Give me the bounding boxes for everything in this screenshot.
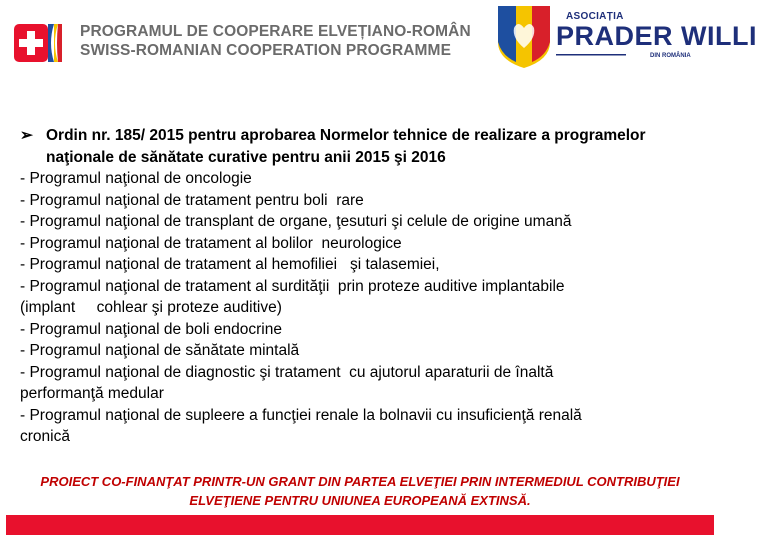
- footer-bar: [6, 515, 714, 535]
- program-title-en: SWISS-ROMANIAN COOPERATION PROGRAMME: [80, 42, 452, 59]
- arrow-bullet-icon: ➢: [20, 127, 33, 144]
- list-item: - Programul naţional de tratament pentru boli rare: [20, 191, 364, 209]
- list-item: - Programul naţional de boli endocrine: [20, 320, 282, 338]
- list-item: - Programul naţional de tratament al bolilor neurologice: [20, 234, 402, 252]
- cofinancing-notice: [0, 472, 720, 510]
- program-list: [20, 168, 710, 448]
- association-sub: DIN ROMÂNIA: [650, 53, 691, 59]
- cofinancing-line-2: ELVEŢIENE PENTRU UNIUNEA EUROPEANĂ EXTINSĂ.: [189, 493, 531, 508]
- list-item: - Programul naţional de sănătate mintală: [20, 342, 300, 359]
- list-item: - Programul naţional de tratament al surdităţii prin proteze auditive implantabile: [20, 277, 565, 295]
- list-item: - Programul naţional de supleere a funcţiei renale la bolnavii cu insuficienţă renală: [20, 406, 582, 424]
- program-title: [80, 22, 471, 60]
- order-bullet: [20, 125, 710, 168]
- program-title-ro: PROGRAMUL DE COOPERARE ELVEȚIANO-ROMÂN: [80, 23, 471, 40]
- list-item: cronică: [20, 428, 70, 445]
- list-item: - Programul naţional de tratament al hemofiliei şi talasemiei,: [20, 256, 440, 273]
- list-item: performanţă medular: [20, 385, 164, 402]
- association-name: PRADER WILLI: [556, 21, 757, 51]
- list-item: (implant cohlear şi proteze auditive): [20, 299, 282, 316]
- cofinancing-line-1: PROIECT CO-FINANŢAT PRINTR-UN GRANT DIN PARTEA ELVEŢIEI PRIN INTERMEDIUL CONTRIBUŢIEI: [40, 474, 680, 489]
- association-label: ASOCIAȚIA: [566, 11, 624, 22]
- content-body: [20, 125, 710, 448]
- order-text: Ordin nr. 185/ 2015 pentru aprobarea Normelor tehnice de realizare a programelor naţionale de sănătate curative pentru anii 2015 şi 2016: [46, 127, 646, 166]
- swiss-romanian-logo: [14, 24, 62, 62]
- list-item: - Programul naţional de diagnostic şi tratament cu ajutorul aparaturii de înaltă: [20, 363, 554, 381]
- list-item: - Programul naţional de oncologie: [20, 170, 252, 187]
- header: [0, 0, 757, 90]
- list-item: - Programul naţional de transplant de organe, ţesuturi şi celule de origine umană: [20, 213, 572, 230]
